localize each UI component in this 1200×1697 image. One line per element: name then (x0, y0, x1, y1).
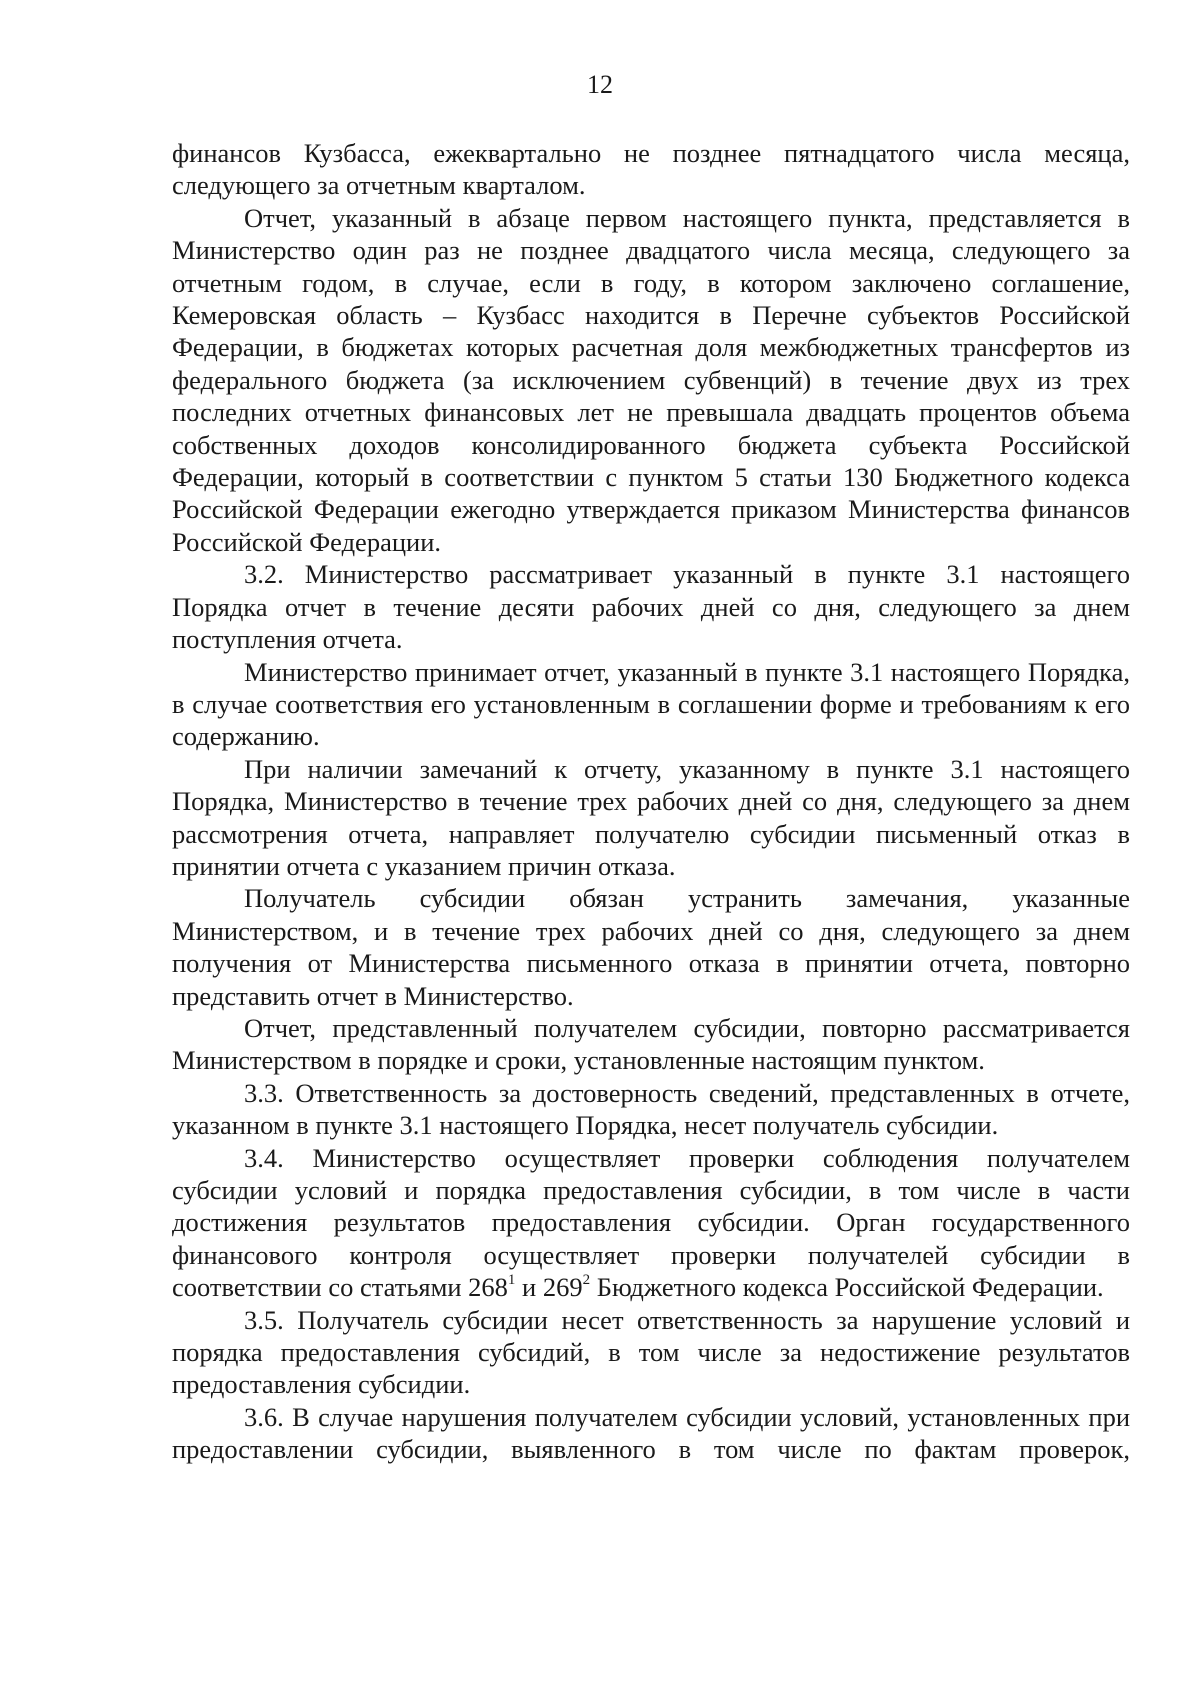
paragraph-resubmission: Отчет, представленный получателем субсидии, повторно рассматривается Министерством в порядке и сроки, установленные настоящим пунктом. (172, 1012, 1130, 1076)
superscript-1: 1 (507, 1272, 516, 1289)
paragraph-3-4-text-a: 3.4. Министерство осуществляет проверки соблюдения получателем субсидии условий и порядка предоставления субсидии, в том числе в части достижения результатов предоставления субсидии. Орган государственного финансового контроля осуществляет проверки получателей субсидии в соответствии со статьями 268 (172, 1142, 1130, 1303)
document-body (172, 137, 1130, 1466)
page-number: 12 (587, 70, 613, 99)
paragraph-continuation: финансов Кузбасса, ежеквартально не позднее пятнадцатого числа месяца, следующего за отчетным кварталом. (172, 138, 1130, 201)
paragraph-report-acceptance: Министерство принимает отчет, указанный в пункте 3.1 настоящего Порядка, в случае соответствия его установленным в соглашении форме и требованиям к его содержанию. (172, 656, 1130, 752)
paragraph-3-6: 3.6. В случае нарушения получателем субсидии условий, установленных при предоставлении субсидии, выявленного в том числе по фактам проверок, (172, 1401, 1130, 1465)
paragraph-report-annual: Отчет, указанный в абзаце первом настоящего пункта, представляется в Министерство один раз не позднее двадцатого числа месяца, следующего за отчетным годом, в случае, если в году, в котором заключено соглашение, Кемеровская область – Кузбасс находится в Перечне субъектов Российской Федерации, в бюджетах которых расчетная доля межбюджетных трансфертов из федерального бюджета (за исключением субвенций) в течение двух из трех последних отчетных финансовых лет не превышала двадцать процентов объема собственных доходов консолидированного бюджета субъекта Российской Федерации, который в соответствии с пунктом 5 статьи 130 Бюджетного кодекса Российской Федерации ежегодно утверждается приказом Министерства финансов Российской Федерации. (172, 202, 1130, 557)
paragraph-3-5: 3.5. Получатель субсидии несет ответственность за нарушение условий и порядка предоставления субсидий, в том числе за недостижение результатов предоставления субсидии. (172, 1304, 1130, 1400)
paragraph-remarks: При наличии замечаний к отчету, указанному в пункте 3.1 настоящего Порядка, Министерство в течение трех рабочих дней со дня, следующего за днем рассмотрения отчета, направляет получателю субсидии письменный отказ в принятии отчета с указанием причин отказа. (172, 753, 1130, 881)
paragraph-3-3: 3.3. Ответственность за достоверность сведений, представленных в отчете, указанном в пункте 3.1 настоящего Порядка, несет получатель субсидии. (172, 1077, 1130, 1141)
paragraph-3-4 (172, 1142, 1130, 1304)
paragraph-3-4-text-b: и 269 (515, 1272, 583, 1303)
superscript-2: 2 (582, 1272, 591, 1289)
paragraph-recipient-obligation: Получатель субсидии обязан устранить замечания, указанные Министерством, и в течение трех рабочих дней со дня, следующего за днем получения от Министерства письменного отказа в принятии отчета, повторно представить отчет в Министерство. (172, 883, 1130, 1011)
paragraph-3-2: 3.2. Министерство рассматривает указанный в пункте 3.1 настоящего Порядка отчет в течение десяти рабочих дней со дня, следующего за днем поступления отчета. (172, 559, 1130, 655)
paragraph-3-4-text-c: Бюджетного кодекса Российской Федерации. (590, 1272, 1104, 1303)
